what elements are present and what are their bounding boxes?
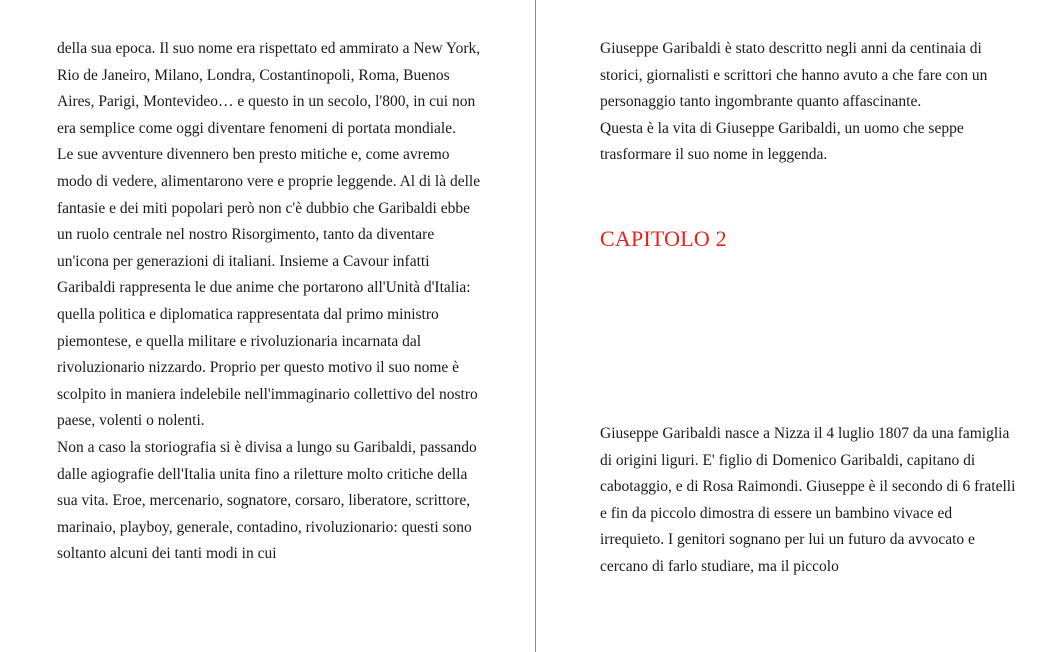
page-gutter-divider (535, 0, 536, 652)
paragraph: Questa è la vita di Giuseppe Garibaldi, un uomo che seppe trasformare il suo nome in leggenda. (600, 119, 964, 164)
chapter-body-text (600, 421, 1020, 581)
paragraph: della sua epoca. Il suo nome era rispettato ed ammirato a New York, Rio de Janeiro, Milano, Londra, Costantinopoli, Roma, Buenos Aires, Parigi, Montevideo… e questo in un secolo, l'800, in cui non era semplice come oggi diventare fenomeni di portata mondiale. (57, 40, 481, 137)
paragraph: Giuseppe Garibaldi nasce a Nizza il 4 luglio 1807 da una famiglia di origini liguri. E' figlio di Domenico Garibaldi, capitano di cabotaggio, e di Rosa Raimondi. Giuseppe è il secondo di 6 fratelli e fin da piccolo dimostra di essere un bambino vivace ed irrequieto. I genitori sognano per lui un futuro da avvocato e cercano di farlo studiare, ma il piccolo (600, 425, 1016, 575)
chapter-heading: CAPITOLO 2 (600, 226, 727, 251)
paragraph: Non a caso la storiografia si è divisa a lungo su Garibaldi, passando dalle agiografie dell'Italia unita fino a riletture molto critiche della sua vita. Eroe, mercenario, sognatore, corsaro, liberatore, scrittore, marinaio, playboy, generale, contadino, rivoluzionario: questi sono soltanto alcuni dei tanti modi in cui (57, 438, 477, 563)
left-page-text (57, 36, 487, 568)
right-page-intro-text (600, 36, 1020, 169)
paragraph: Le sue avventure divennero ben presto mitiche e, come avremo modo di vedere, alimentarono vere e proprie leggende. Al di là delle fantasie e dei miti popolari però non c'è dubbio che Garibaldi ebbe un ruolo centrale nel nostro Risorgimento, tanto da diventare un'icona per generazioni di italiani. Insieme a Cavour infatti Garibaldi rappresenta le due anime che portarono all'Unità d'Italia: quella politica e diplomatica rappresentata dal primo ministro piemontese, e quella militare e rivoluzionaria incarnata dal rivoluzionario nizzardo. Proprio per questo motivo il suo nome è scolpito in maniera indelebile nell'immaginario collettivo del nostro paese, volenti o nolenti. (57, 146, 481, 430)
paragraph: Giuseppe Garibaldi è stato descritto negli anni da centinaia di storici, giornalisti e scrittori che hanno avuto a che fare con un personaggio tanto ingombrante quanto affascinante. (600, 40, 988, 111)
right-page[interactable] (537, 0, 1063, 652)
